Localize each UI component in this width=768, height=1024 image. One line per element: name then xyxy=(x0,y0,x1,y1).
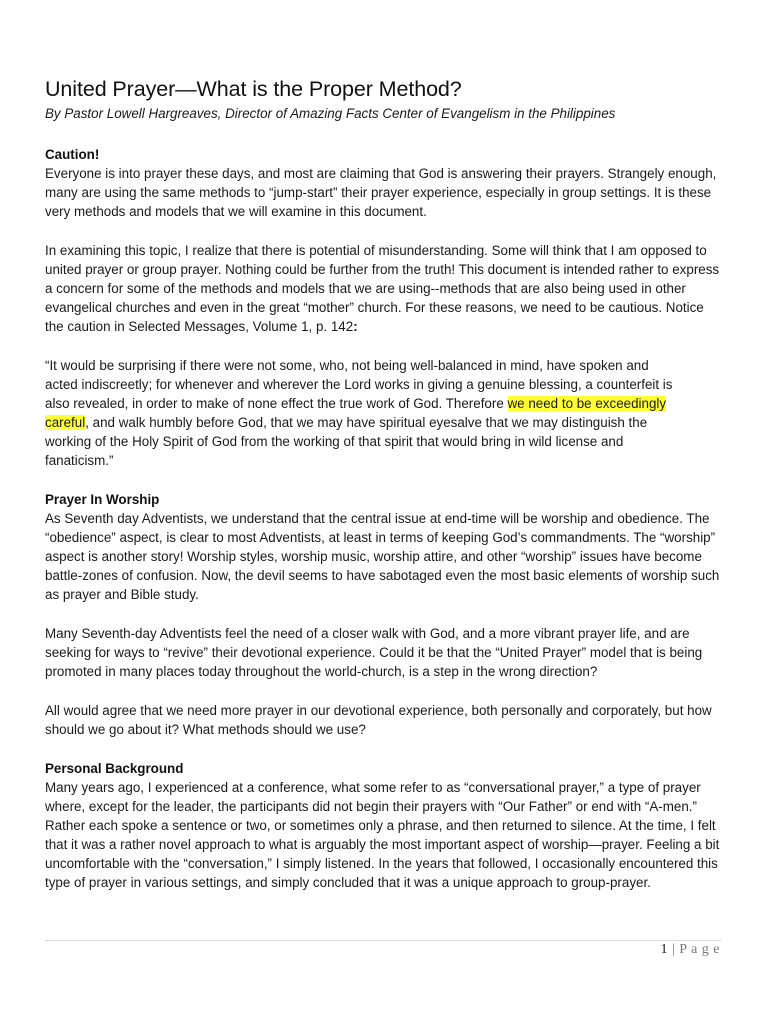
caution-paragraph-1: Everyone is into prayer these days, and most are claiming that God is answering their prayers. Strangely enough, many are using the same methods to “jump-start” their prayer experience, especially in group settings. It is these very methods and models that we will examine in this document. xyxy=(45,166,717,219)
section-heading-prayer-in-worship: Prayer In Worship xyxy=(45,492,160,507)
page-number: 1 xyxy=(660,942,668,957)
page-label: P a g e xyxy=(679,942,720,957)
quote-text-after: , and walk humbly before God, that we may have spiritual eyesalve that we may distinguish the working of the Holy Spirit of God from the working of that spirit that would bring in wild license and fanaticism.” xyxy=(45,415,648,468)
caution-paragraph-2 xyxy=(45,241,725,336)
background-paragraph-1: Many years ago, I experienced at a conference, what some refer to as “conversational prayer,” a type of prayer where, except for the leader, the participants did not begin their prayers with “Our Father” or end with “A-men.” Rather each spoke a sentence or two, or sometimes only a phrase, and then returned to silence. At the time, I felt that it was a rather novel approach to what is arguably the most important aspect of worship—prayer. Feeling a bit uncomfortable with the “conversation,” I simply listened. In the years that followed, I occasionally encountered this type of prayer in various settings, and simply concluded that it was a unique approach to group-prayer. xyxy=(45,780,720,890)
document-title: United Prayer—What is the Proper Method? xyxy=(45,77,462,101)
caution-paragraph-2-text: In examining this topic, I realize that there is potential of misunderstanding. Some will think that I am opposed to united prayer or group prayer. Nothing could be further from the truth! This document is intended rather to express a concern for some of the methods and models that we are using--methods that are also being used in other evangelical churches and even in the great “mother” church. For these reasons, we need to be cautious. Notice the caution in Selected Messages, Volume 1, p. 142 xyxy=(45,243,720,334)
footer-separator: | xyxy=(667,942,680,957)
block-quote xyxy=(45,356,685,470)
section-heading-personal-background: Personal Background xyxy=(45,761,184,776)
document-body xyxy=(45,74,725,892)
caution-paragraph-2-colon: : xyxy=(353,319,358,334)
section-heading-caution: Caution! xyxy=(45,147,100,162)
worship-paragraph-2: Many Seventh-day Adventists feel the need of a closer walk with God, and a more vibrant prayer life, and are seeking for ways to “revive” their devotional experience. Could it be that the “United Prayer” model that is being promoted in many places today throughout the world-church, is a step in the wrong direction? xyxy=(45,626,703,679)
author-byline: By Pastor Lowell Hargreaves, Director of Amazing Facts Center of Evangelism in the Philippines xyxy=(45,106,616,121)
worship-paragraph-3: All would agree that we need more prayer in our devotional experience, both personally and corporately, but how should we go about it? What methods should we use? xyxy=(45,703,712,737)
worship-paragraph-1: As Seventh day Adventists, we understand that the central issue at end-time will be worship and obedience. The “obedience” aspect, is clear to most Adventists, at least in terms of keeping God’s commandments. The “worship” aspect is another story! Worship styles, worship music, worship attire, and other “worship” issues have become battle-zones of confusion. Now, the devil seems to have sabotaged even the most basic elements of worship such as prayer and Bible study. xyxy=(45,511,720,602)
quote-highlighted-text: we need to be exceedingly careful xyxy=(45,396,667,430)
quote-text-before: “It would be surprising if there were not some, who, not being well-balanced in mind, have spoken and acted indiscreetly; for whenever and wherever the Lord works in giving a genuine blessing, a counterfeit is also revealed, in order to make of none effect the true work of God. Therefore xyxy=(45,358,673,411)
footer-divider xyxy=(45,940,721,941)
page-footer xyxy=(660,942,720,958)
